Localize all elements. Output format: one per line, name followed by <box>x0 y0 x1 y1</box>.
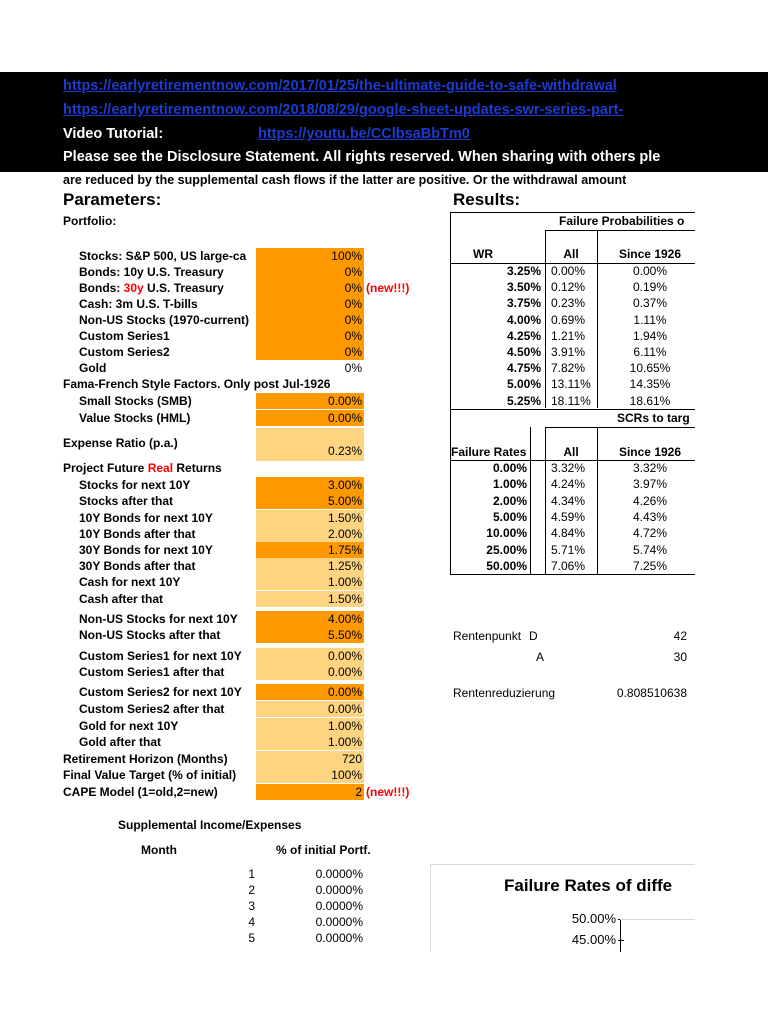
fr-rate: 2.00% <box>492 493 527 508</box>
wr-header: WR <box>473 247 493 261</box>
fr-all-header: All <box>563 445 579 459</box>
fr-since-value: 4.26% <box>632 493 668 508</box>
return-label: Non-US Stocks for next 10Y <box>79 612 238 626</box>
allocation-value: 0% <box>344 345 362 359</box>
parameters-title: Parameters: <box>63 190 162 209</box>
return-value: 1.25% <box>327 559 362 573</box>
fr-all-value: 3.32% <box>551 461 586 475</box>
project-returns-label <box>63 461 222 475</box>
chart-y-axis-line <box>620 919 621 952</box>
final-value-value: 100% <box>331 768 362 782</box>
video-tutorial-link[interactable]: https://youtu.be/CClbsaBbTm0 <box>258 126 470 142</box>
return-label: Cash for next 10Y <box>79 575 181 589</box>
cape-model-label: CAPE Model (1=old,2=new) <box>63 785 218 799</box>
supplemental-pct[interactable]: 0.0000% <box>315 915 363 929</box>
return-label: Stocks after that <box>79 494 174 508</box>
wr-all-value: 0.69% <box>551 312 586 327</box>
wr-rate: 5.00% <box>506 377 541 392</box>
return-label: Custom Series2 after that <box>79 702 225 716</box>
fr-rate: 25.00% <box>486 542 527 557</box>
supplemental-month: 2 <box>248 883 255 897</box>
wr-since-value: 0.19% <box>632 280 668 295</box>
return-value: 2.00% <box>327 527 362 541</box>
results-title: Results: <box>453 190 521 209</box>
allocation-value: 0% <box>344 265 362 279</box>
results-top-border <box>450 212 695 213</box>
return-value: 0.00% <box>327 702 362 716</box>
allocation-value: 0% <box>344 297 362 311</box>
supplemental-title: Supplemental Income/Expenses <box>118 818 302 832</box>
fr-since-value: 7.25% <box>632 558 668 573</box>
rentenpunkt-a-value: 30 <box>673 650 687 664</box>
allocation-label: Custom Series1 <box>79 329 170 343</box>
portfolio-label: Portfolio: <box>63 214 117 228</box>
fr-rate: 50.00% <box>486 558 527 573</box>
fr-rate: 5.00% <box>492 509 527 524</box>
chart-gridline <box>620 919 695 920</box>
wr-bottom-rule <box>450 409 695 410</box>
fr-since-value: 3.97% <box>632 477 668 492</box>
wr-since-value: 10.65% <box>629 361 671 376</box>
rentenpunkt-label: Rentenpunkt <box>453 629 522 643</box>
chart-y-tick-label: 50.00% <box>571 911 616 926</box>
supplemental-pct[interactable]: 0.0000% <box>315 899 363 913</box>
supplemental-month: 5 <box>248 931 255 945</box>
wr-rate: 3.75% <box>506 296 541 311</box>
allocation-value: 0% <box>344 281 362 295</box>
supplemental-month: 1 <box>248 867 255 881</box>
return-value: 0.00% <box>327 649 362 663</box>
rentenreduzierung-value: 0.808510638 <box>616 686 687 700</box>
fr-since-header: Since 1926 <box>618 445 682 459</box>
wr-since-value: 14.35% <box>629 377 671 392</box>
wr-since-value: 6.11% <box>633 345 667 359</box>
disclosure-text: Please see the Disclosure Statement. All rights reserved. When sharing with others ple <box>63 149 661 165</box>
return-value: 1.00% <box>327 735 362 749</box>
wr-all-value: 0.23% <box>551 296 586 311</box>
cape-new-tag: (new!!!) <box>366 785 410 799</box>
return-value: 0.00% <box>327 685 362 699</box>
fr-since-value: 3.32% <box>632 461 668 475</box>
failure-prob-header-rule <box>545 230 695 231</box>
return-label: Gold after that <box>79 735 162 749</box>
allocation-label: Stocks: S&P 500, US large-ca <box>79 249 247 263</box>
fr-col-divider-1 <box>530 427 531 574</box>
rentenpunkt-d-label: D <box>529 629 538 643</box>
factor-value: 0.00% <box>327 394 362 408</box>
wr-all-value: 7.82% <box>551 361 586 376</box>
wr-since-value: 18.61% <box>629 393 671 408</box>
wr-rate: 3.25% <box>506 264 541 278</box>
fr-col-divider-2 <box>545 427 546 574</box>
wr-all-value: 3.91% <box>551 345 586 359</box>
project-returns-real: Real <box>147 461 174 475</box>
results-left-border <box>450 212 451 574</box>
fr-rate: 0.00% <box>492 461 527 475</box>
scr-header-rule <box>545 427 695 428</box>
return-label: Stocks for next 10Y <box>79 478 191 492</box>
supplemental-month-header: Month <box>141 843 177 857</box>
horizon-value: 720 <box>341 752 362 766</box>
fr-rate: 1.00% <box>492 477 527 492</box>
project-returns-pre: Project Future <box>63 461 148 475</box>
spreadsheet <box>0 172 695 952</box>
project-returns-post: Returns <box>173 461 222 475</box>
return-value: 5.00% <box>327 494 362 508</box>
allocation-label: Non-US Stocks (1970-current) <box>79 313 250 327</box>
expense-ratio-value: 0.23% <box>327 444 362 458</box>
return-value: 5.50% <box>327 628 362 642</box>
return-label: 30Y Bonds after that <box>79 559 196 573</box>
wr-since-value: 0.37% <box>632 296 668 311</box>
chart-y-tick-label: 45.00% <box>571 932 616 947</box>
expense-ratio-label: Expense Ratio (p.a.) <box>63 436 178 450</box>
wr-rate: 3.50% <box>506 280 541 295</box>
wr-since-value: 1.94% <box>632 328 668 343</box>
allocation-label-pre: Bonds: <box>79 281 124 295</box>
return-value: 1.50% <box>327 592 362 606</box>
return-label: Cash after that <box>79 592 164 606</box>
chart-y-tick <box>618 940 624 941</box>
supplemental-pct-header: % of initial Portf. <box>276 843 371 857</box>
sheet-updates-link[interactable]: https://earlyretirementnow.com/2018/08/29/google-sheet-updates-swr-series-part- <box>63 102 624 118</box>
allocation-label: Gold <box>79 361 107 375</box>
supplemental-month: 3 <box>248 899 255 913</box>
return-value: 0.00% <box>327 665 362 679</box>
withdrawal-note: are reduced by the supplemental cash flows if the latter are positive. Or the withdrawal amount <box>63 173 627 187</box>
allocation-new-tag: (new!!!) <box>366 281 410 295</box>
return-label: 10Y Bonds for next 10Y <box>79 511 213 525</box>
return-value: 4.00% <box>327 612 362 626</box>
allocation-label: Bonds: 10y U.S. Treasury <box>79 265 224 279</box>
fr-rate: 10.00% <box>486 526 527 541</box>
fr-since-value: 5.74% <box>632 542 668 557</box>
wr-rate: 4.75% <box>506 361 541 376</box>
video-tutorial-label: Video Tutorial: <box>63 126 164 142</box>
return-label: Custom Series1 after that <box>79 665 225 679</box>
allocation-value: 0% <box>344 361 362 375</box>
cape-model-value: 2 <box>355 785 362 799</box>
wr-all-value: 18.11% <box>551 393 591 408</box>
allocation-value: 0% <box>344 313 362 327</box>
return-label: Gold for next 10Y <box>79 719 179 733</box>
failure-rates-chart[interactable] <box>430 864 695 952</box>
final-value-label: Final Value Target (% of initial) <box>63 768 237 782</box>
factor-label: Value Stocks (HML) <box>79 411 191 425</box>
rentenreduzierung-label: Rentenreduzierung <box>453 686 556 700</box>
fr-bottom-rule <box>450 574 695 575</box>
wr-col-divider-2 <box>597 230 598 408</box>
return-value: 1.75% <box>327 543 362 557</box>
fr-all-value: 4.84% <box>551 526 586 541</box>
fr-since-value: 4.72% <box>632 526 668 541</box>
allocation-label-post: U.S. Treasury <box>143 281 224 295</box>
failure-prob-header: Failure Probabilities o <box>559 214 685 228</box>
allocation-value: 100% <box>331 249 362 263</box>
wr-rate: 4.00% <box>506 312 541 327</box>
return-label: 10Y Bonds after that <box>79 527 196 541</box>
allocation-label: Custom Series2 <box>79 345 170 359</box>
wr-since-header: Since 1926 <box>618 247 682 261</box>
wr-all-value: 0.00% <box>551 264 586 278</box>
fr-all-value: 4.24% <box>551 477 586 492</box>
wr-rate: 4.50% <box>506 345 541 359</box>
fr-all-value: 4.59% <box>551 509 586 524</box>
return-label: Custom Series2 for next 10Y <box>79 685 242 699</box>
supplemental-pct[interactable]: 0.0000% <box>315 867 363 881</box>
supplemental-pct[interactable]: 0.0000% <box>315 883 363 897</box>
wr-all-header: All <box>563 247 579 261</box>
guide-link[interactable]: https://earlyretirementnow.com/2017/01/25/the-ultimate-guide-to-safe-withdrawal <box>63 78 617 94</box>
allocation-value: 0% <box>344 329 362 343</box>
scr-header: SCRs to targ <box>617 411 690 425</box>
fr-all-value: 4.34% <box>551 493 586 508</box>
return-value: 1.00% <box>327 719 362 733</box>
header-band <box>0 72 768 172</box>
horizon-label: Retirement Horizon (Months) <box>63 752 228 766</box>
fama-french-title: Fama-French Style Factors. Only post Jul-1926 <box>63 377 331 391</box>
rentenpunkt-a-label: A <box>536 650 545 664</box>
wr-all-value: 0.12% <box>551 280 586 295</box>
wr-since-value: 0.00% <box>632 264 668 278</box>
wr-rate: 5.25% <box>506 393 541 408</box>
fr-all-value: 7.06% <box>551 558 586 573</box>
wr-col-divider-1 <box>545 230 546 408</box>
return-label: Custom Series1 for next 10Y <box>79 649 242 663</box>
return-label: 30Y Bonds for next 10Y <box>79 543 213 557</box>
return-value: 1.00% <box>327 575 362 589</box>
wr-since-value: 1.11% <box>633 312 667 327</box>
supplemental-pct[interactable]: 0.0000% <box>315 931 363 945</box>
wr-all-value: 13.11% <box>551 377 591 392</box>
allocation-label: Cash: 3m U.S. T-bills <box>79 297 198 311</box>
wr-rate: 4.25% <box>506 328 541 343</box>
rentenpunkt-d-value: 42 <box>673 629 687 643</box>
allocation-label-red: 30y <box>123 281 144 295</box>
fr-all-value: 5.71% <box>551 542 586 557</box>
fr-since-value: 4.43% <box>632 509 668 524</box>
wr-all-value: 1.21% <box>551 328 586 343</box>
return-value: 3.00% <box>327 478 362 492</box>
return-value: 1.50% <box>327 511 362 525</box>
supplemental-month: 4 <box>248 915 255 929</box>
fr-col-divider-3 <box>597 427 598 574</box>
factor-label: Small Stocks (SMB) <box>79 394 192 408</box>
failure-rates-header: Failure Rates <box>451 445 527 459</box>
return-label: Non-US Stocks after that <box>79 628 221 642</box>
factor-value: 0.00% <box>327 411 362 425</box>
chart-title: Failure Rates of diffe <box>504 876 673 895</box>
allocation-label <box>79 281 224 295</box>
